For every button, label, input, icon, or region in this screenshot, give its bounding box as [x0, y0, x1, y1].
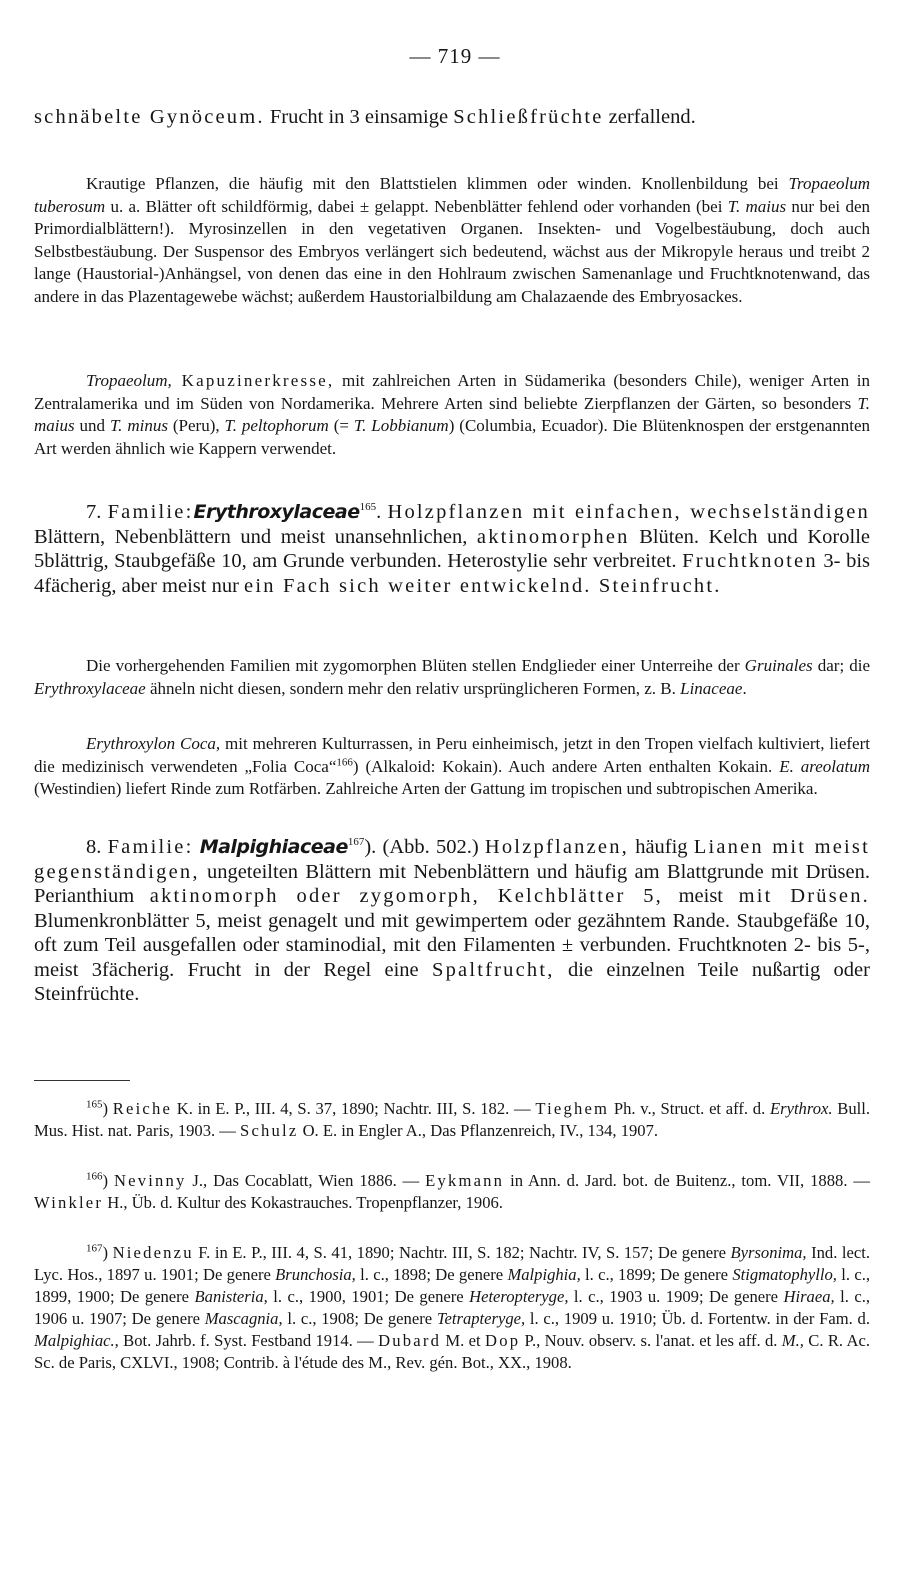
family-7-note	[34, 655, 870, 700]
spaced-text: Lianen mit meist gegenständigen,	[34, 836, 870, 883]
footnote-165	[34, 1098, 870, 1142]
author-name: Dop	[485, 1331, 521, 1350]
family-name: Malpighiaceae	[199, 836, 348, 858]
text-run: )	[102, 1099, 113, 1118]
text-run: nur bei den Primordialblättern!). Myrosinzellen in den vegetativen Organen. Insekten- und Vogelbestäubung, doch auch Selbstbestäubung. Der Suspensor des Embryos verlängert sich bedeutend, wächst aus der Mikropyle heraus und treibt 2 lange (Haustorial-)Anhängsel, von denen das eine in den Hohlraum zwischen Samenanlage und Fruchtknotenwand, das andere in das Plazentagewebe wächst; außerdem Haustorialbildung am Chalazaende des Embryosackes.	[34, 196, 870, 306]
footnote-166	[34, 1170, 870, 1214]
text-run: 3- bis 4fächerig, aber meist nur	[34, 550, 871, 597]
text-run: häufig	[629, 836, 694, 858]
text-run: u. a. Blätter oft schildförmig, dabei ± gelappt. Nebenblätter fehlend oder vorhanden (bei	[105, 196, 728, 216]
text-run: l. c., 1899, 1900; De genere	[34, 1265, 870, 1306]
text-run: dar; die	[812, 656, 870, 675]
text-run: Bull. Mus. Hist. nat. Paris, 1903. —	[34, 1099, 870, 1140]
taxon-name: T. maius	[34, 393, 870, 435]
taxon-name: Byrsonima,	[730, 1243, 807, 1262]
text-run: ähneln nicht diesen, sondern mehr den relativ ursprünglicheren Formen, z. B.	[145, 678, 681, 698]
text-run: l. c., 1898; De genere	[355, 1265, 508, 1284]
spaced-text: Kapuzinerkresse,	[171, 371, 335, 390]
footnote-ref: 167	[347, 836, 365, 849]
taxon-name: M.,	[781, 1331, 804, 1350]
text-run: C. R. Ac. Sc. de Paris, CXLVI., 1908; Contrib. à l'étude des M., Rev. gén. Bot., XX., 1908.	[34, 1331, 870, 1372]
author-name: Eykmann	[425, 1171, 505, 1190]
taxon-name: T. Lobbianum	[353, 416, 449, 435]
author-name: Reiche	[112, 1099, 173, 1118]
footnote-167	[34, 1242, 870, 1374]
text-run: Blättern, Nebenblättern und meist unansehnlichen,	[34, 525, 477, 548]
text-run: Blüten. Kelch und Korolle 5blättrig, Staubgefäße 10, am Grunde verbunden. Heterostylie sehr verbreitet.	[34, 525, 870, 572]
text-run: Ind. lect. Lyc. Hos., 1897 u. 1901; De genere	[34, 1243, 870, 1284]
footnote-number: 165	[86, 1098, 103, 1111]
spaced-text: aktinomorph oder zygomorph, Kelchblätter 5,	[149, 885, 664, 907]
text-run: ungeteilten Blättern mit Nebenblättern und häufig am Blattgrunde mit Drüsen. Perianthium	[34, 860, 870, 907]
taxon-name: Tropaeolum tuberosum	[34, 174, 870, 216]
taxon-name: Mascagnia,	[204, 1309, 283, 1328]
text-run: Krautige Pflanzen, die häufig mit den Blattstielen klimmen oder winden. Knollenbildung bei	[86, 174, 789, 193]
taxon-name: Tetrapteryge,	[436, 1309, 526, 1328]
text-run: ). (Abb. 502.)	[364, 836, 485, 858]
taxon-name: Tropaeolum,	[86, 371, 172, 390]
family-8-heading-paragraph	[34, 835, 870, 1007]
footnote-number: 166	[86, 1170, 103, 1183]
text-run: die einzelnen Teile nußartig oder Steinfrüchte.	[34, 958, 870, 1005]
text-run: und	[74, 416, 110, 435]
footnote-ref: 166	[336, 755, 353, 768]
taxon-name: Gruinales	[744, 656, 813, 675]
author-name: Winkler	[34, 1193, 104, 1212]
taxon-name: E. areolatum	[779, 756, 871, 776]
family-number: 7.	[86, 501, 108, 523]
spaced-text: Holzpflanzen,	[484, 836, 629, 858]
text-run: l. c., 1909 u. 1910; Üb. d. Fortentw. in der Fam. d.	[525, 1309, 870, 1328]
author-name: Nevinny	[113, 1171, 187, 1190]
spaced-text: Fruchtknoten	[682, 550, 818, 572]
text-run: l. c., 1899; De genere	[580, 1265, 733, 1284]
spaced-text: Spaltfrucht,	[431, 958, 555, 981]
text-run: ) (Alkaloid: Kokain). Auch andere Arten enthalten Kokain.	[352, 756, 780, 776]
spaced-text: mit Drüsen.	[738, 885, 870, 907]
taxon-name: Erythroxylaceae	[34, 678, 146, 698]
page-number: — 719 —	[409, 44, 501, 68]
taxon-name: Stigmatophyllo,	[732, 1265, 837, 1284]
taxon-name: Heteropteryge,	[469, 1287, 569, 1306]
family-name: Erythroxylaceae	[193, 501, 360, 523]
text-run: ) (Columbia, Ecuador). Die Blütenknospen der erstgenannten Art werden ähnlich wie Kappern verwendet.	[34, 416, 871, 458]
author-name: Tieghem	[535, 1099, 610, 1118]
text-run: )	[102, 1243, 113, 1262]
taxon-name: T. maius	[727, 196, 787, 216]
taxon-name: Malpighia,	[507, 1265, 581, 1284]
text-run: M. et	[441, 1331, 486, 1350]
text-run: Frucht in 3 einsamige	[264, 106, 454, 128]
text-run: .	[376, 501, 388, 523]
author-name: Schulz	[240, 1121, 299, 1140]
tropaeolaceae-description	[34, 173, 870, 308]
text-run: K. in E. P., III. 4, S. 37, 1890; Nachtr. III, S. 182. —	[172, 1099, 536, 1118]
taxon-name: Linaceae	[680, 678, 743, 698]
text-run: O. E. in Engler A., Das Pflanzenreich, IV., 134, 1907.	[298, 1121, 659, 1140]
taxon-name: Brunchosia,	[275, 1265, 356, 1284]
author-name: Dubard	[378, 1331, 442, 1350]
footnote-number: 167	[86, 1242, 103, 1255]
taxon-name: Erythroxylon Coca,	[86, 734, 221, 753]
footnote-divider	[34, 1080, 130, 1081]
taxon-name: T. peltophorum	[224, 416, 329, 435]
taxon-name: Malpighiac.,	[34, 1331, 119, 1350]
text-run: l. c., 1908; De genere	[282, 1309, 437, 1328]
spaced-text: ein Fach sich weiter entwickelnd. Steinfrucht.	[244, 574, 722, 597]
taxon-name: T. minus	[109, 416, 168, 435]
footnote-ref: 165	[359, 501, 377, 514]
text-run: (Peru),	[167, 416, 225, 435]
family-label: Familie:	[107, 501, 194, 523]
text-run: mit mehreren Kulturrassen, in Peru einheimisch, jetzt in den Tropen vielfach kultiviert, liefert die medizinisch verwendeten „Folia Coca“	[34, 734, 870, 776]
text-run: (=	[328, 416, 354, 435]
taxon-name: Banisteria,	[194, 1287, 268, 1306]
family-number: 8.	[86, 836, 108, 858]
text-run: l. c., 1900, 1901; De genere	[267, 1287, 470, 1306]
tropaeolum-paragraph	[34, 370, 870, 460]
text-run: P., Nouv. observ. s. l'anat. et les aff. d.	[520, 1331, 782, 1350]
text-run: mit zahlreichen Arten in Südamerika (besonders Chile), weniger Arten in Zentralamerika und im Süden von Nordamerika. Mehrere Arten sind beliebte Zierpflanzen der Gärten, so besonders	[34, 371, 870, 413]
text-run: Bot. Jahrb. f. Syst. Festband 1914. —	[118, 1331, 379, 1350]
spaced-text: Schließfrüchte	[453, 106, 604, 128]
continuation-paragraph	[34, 105, 870, 130]
author-name: Niedenzu	[112, 1243, 194, 1262]
text-run: meist	[663, 885, 739, 907]
text-run: Ph. v., Struct. et aff. d.	[609, 1099, 770, 1118]
text-run: l. c., 1903 u. 1909; De genere	[568, 1287, 784, 1306]
text-run: J., Das Cocablatt, Wien 1886. —	[186, 1171, 426, 1190]
text-run: l. c., 1906 u. 1907; De genere	[34, 1287, 870, 1328]
text-run: zerfallend.	[603, 106, 696, 128]
family-label: Familie:	[107, 836, 194, 858]
text-run: H., Üb. d. Kultur des Kokastrauches. Tropenpflanzer, 1906.	[103, 1193, 503, 1212]
taxon-name: Hiraea,	[783, 1287, 835, 1306]
spaced-text: schnäbelte Gynöceum.	[34, 106, 265, 128]
text-run: Blumenkronblätter 5, meist genagelt und mit gewimpertem oder gezähntem Rande. Staubgefäße 10, oft zum Teil ausgefallen oder staminodial, mit den Filamenten ± verbunden. Fruchtknoten 2- bis 5-, meist 3fächerig. Frucht in der Regel eine	[34, 909, 870, 981]
erythroxylon-paragraph	[34, 733, 870, 801]
text-run: in Ann. d. Jard. bot. de Buitenz., tom. VII, 1888. —	[504, 1171, 870, 1190]
text-run: )	[102, 1171, 114, 1190]
spaced-text: aktinomorphen	[476, 525, 630, 548]
text-run: F. in E. P., III. 4, S. 41, 1890; Nachtr. III, S. 182; Nachtr. IV, S. 157; De genere	[193, 1243, 731, 1262]
spaced-text: Holzpflanzen mit einfachen, wechselständigen	[387, 501, 870, 523]
taxon-name: Erythrox.	[769, 1099, 833, 1118]
text-run: (Westindien) liefert Rinde zum Rotfärben. Zahlreiche Arten der Gattung im tropischen und subtropischen Amerika.	[34, 779, 818, 798]
family-7-heading-paragraph	[34, 500, 870, 598]
text-run: Die vorhergehenden Familien mit zygomorphen Blüten stellen Endglieder einer Unterreihe der	[86, 656, 745, 675]
text-run: .	[742, 678, 747, 698]
